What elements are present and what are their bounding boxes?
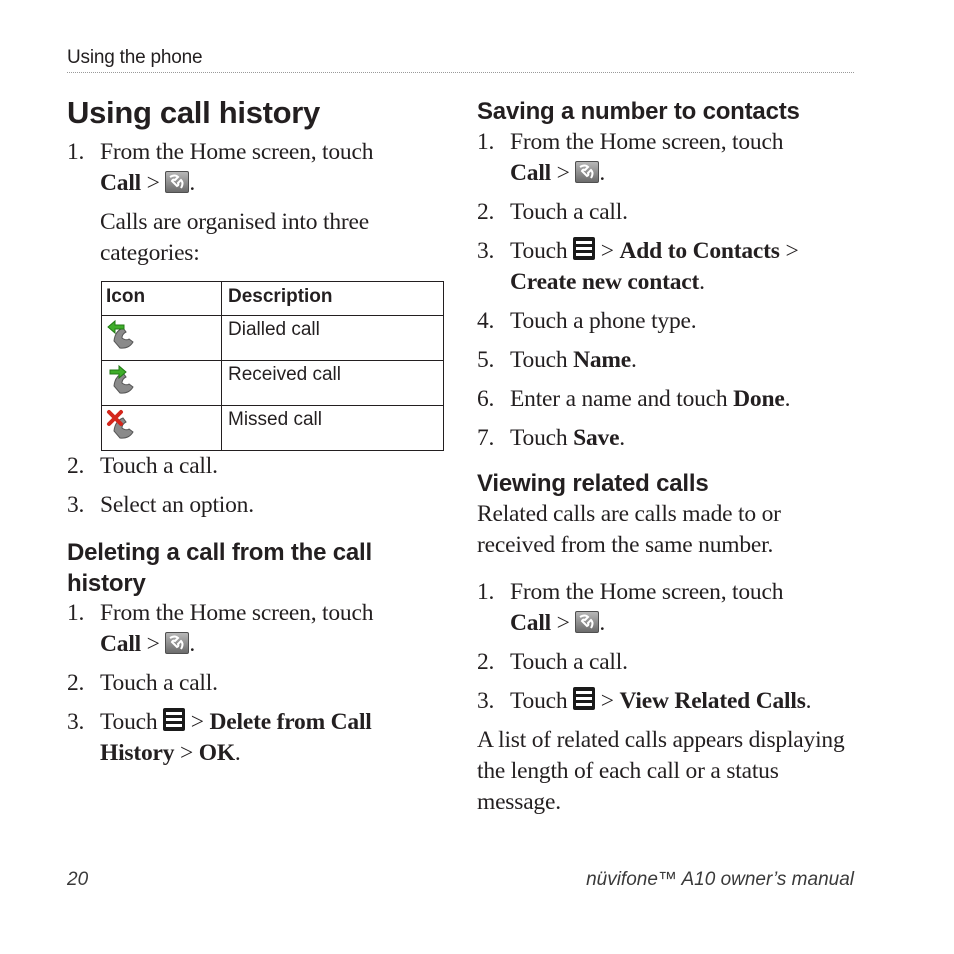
page-title: Using call history — [67, 95, 320, 130]
menu-icon — [163, 708, 185, 731]
delete-heading: Deleting a call from the call history — [67, 539, 372, 597]
table-row — [102, 406, 444, 451]
period: . — [805, 688, 812, 714]
name-label: Name — [573, 347, 632, 373]
ok-label: OK — [198, 740, 235, 766]
received-call-icon — [106, 364, 140, 396]
period: . — [599, 610, 606, 636]
step-text: Touch a call. — [510, 649, 628, 675]
step-text: From the Home screen, touch — [510, 129, 784, 155]
saving-step-1 — [477, 127, 847, 189]
call-label: Call — [510, 160, 551, 186]
related-steps — [477, 577, 847, 717]
icon-cell — [102, 361, 222, 406]
call-label: Call — [510, 610, 551, 636]
step-text: Select an option. — [100, 492, 254, 518]
icon-cell — [102, 406, 222, 451]
save-label: Save — [573, 425, 620, 451]
period: . — [189, 170, 196, 196]
icon-cell — [102, 316, 222, 361]
menu-icon — [573, 687, 595, 710]
period: . — [699, 269, 705, 295]
delete-option-label: Delete from Call History — [100, 709, 372, 766]
saving-step-5 — [477, 345, 847, 376]
delete-step-2 — [67, 668, 397, 699]
related-step-2 — [477, 647, 847, 678]
step-number: 2. — [477, 649, 495, 675]
step-text: From the Home screen, touch — [100, 139, 374, 165]
header-rule — [67, 72, 854, 73]
history-step-2 — [67, 451, 397, 482]
description-cell: Received call — [222, 361, 444, 406]
touch-word: Touch — [100, 709, 158, 735]
description-cell: Dialled call — [222, 316, 444, 361]
separator: > — [180, 740, 194, 766]
call-log-icon — [165, 632, 189, 654]
saving-step-4 — [477, 306, 847, 337]
step-number: 2. — [477, 199, 495, 225]
step-text: Touch a call. — [100, 453, 218, 479]
step-text: From the Home screen, touch — [510, 579, 784, 605]
categories-note — [67, 207, 397, 269]
step-number: 4. — [477, 308, 495, 334]
history-step-1 — [67, 137, 397, 199]
step-number: 3. — [477, 238, 495, 264]
table-header-row — [102, 282, 444, 316]
related-heading: Viewing related calls — [477, 470, 709, 497]
period: . — [619, 425, 625, 451]
separator: > — [785, 238, 799, 264]
description-column-header: Description — [222, 282, 444, 316]
step-number: 2. — [67, 670, 85, 696]
view-related-calls-label: View Related Calls — [619, 688, 806, 714]
related-step-1 — [477, 577, 847, 639]
delete-steps — [67, 598, 397, 769]
create-new-contact-label: Create new contact — [510, 269, 700, 295]
saving-steps — [477, 127, 847, 454]
step-number: 3. — [477, 688, 495, 714]
touch-word: Touch — [510, 238, 568, 264]
step-number: 1. — [67, 139, 85, 165]
step-number: 3. — [67, 492, 85, 518]
step-text: Touch a call. — [100, 670, 218, 696]
categories-text: Calls are organised into three categories: — [100, 209, 369, 266]
delete-step-3 — [67, 707, 397, 769]
separator: > — [556, 160, 570, 186]
period: . — [599, 160, 606, 186]
step-number: 1. — [477, 129, 495, 155]
manual-title: nüvifone™ A10 owner’s manual — [586, 869, 854, 890]
call-label: Call — [100, 170, 141, 196]
icon-column-header: Icon — [102, 282, 222, 316]
touch-word: Touch — [510, 425, 568, 451]
call-label: Call — [100, 631, 141, 657]
separator: > — [600, 238, 614, 264]
dialled-call-icon — [106, 319, 140, 351]
call-log-icon — [575, 611, 599, 633]
step-number: 2. — [67, 453, 85, 479]
call-categories-table — [101, 281, 444, 451]
step-number: 1. — [477, 579, 495, 605]
page-number: 20 — [67, 869, 89, 890]
history-step-3 — [67, 490, 397, 521]
table-row — [102, 316, 444, 361]
step-number: 5. — [477, 347, 495, 373]
table-row — [102, 361, 444, 406]
done-label: Done — [733, 386, 785, 412]
separator: > — [600, 688, 614, 714]
saving-step-2 — [477, 197, 847, 228]
saving-step-6 — [477, 384, 847, 415]
separator: > — [146, 170, 160, 196]
call-log-icon — [575, 161, 599, 183]
running-head: Using the phone — [67, 47, 203, 68]
separator: > — [556, 610, 570, 636]
separator: > — [190, 709, 204, 735]
step-number: 7. — [477, 425, 495, 451]
related-intro: Related calls are calls made to or received from the same number. — [477, 501, 781, 558]
missed-call-icon — [106, 409, 140, 441]
period: . — [234, 740, 241, 766]
step-number: 3. — [67, 709, 85, 735]
step-number: 6. — [477, 386, 495, 412]
step-text: Touch a phone type. — [510, 308, 697, 334]
period: . — [631, 347, 637, 373]
add-to-contacts-label: Add to Contacts — [619, 238, 780, 264]
touch-word: Touch — [510, 688, 568, 714]
related-outro: A list of related calls appears displaying the length of each call or a status message. — [477, 727, 845, 815]
step-text: Enter a name and touch — [510, 386, 728, 412]
step-text: From the Home screen, touch — [100, 600, 374, 626]
delete-step-1 — [67, 598, 397, 660]
history-steps-a — [67, 137, 397, 269]
description-cell: Missed call — [222, 406, 444, 451]
step-number: 1. — [67, 600, 85, 626]
saving-step-7 — [477, 423, 847, 454]
touch-word: Touch — [510, 347, 568, 373]
call-log-icon — [165, 171, 189, 193]
history-steps-b — [67, 451, 397, 521]
step-text: Touch a call. — [510, 199, 628, 225]
period: . — [784, 386, 791, 412]
saving-step-3 — [477, 236, 847, 298]
menu-icon — [573, 237, 595, 260]
related-step-3 — [477, 686, 847, 717]
period: . — [189, 631, 196, 657]
separator: > — [146, 631, 160, 657]
saving-heading: Saving a number to contacts — [477, 98, 800, 125]
